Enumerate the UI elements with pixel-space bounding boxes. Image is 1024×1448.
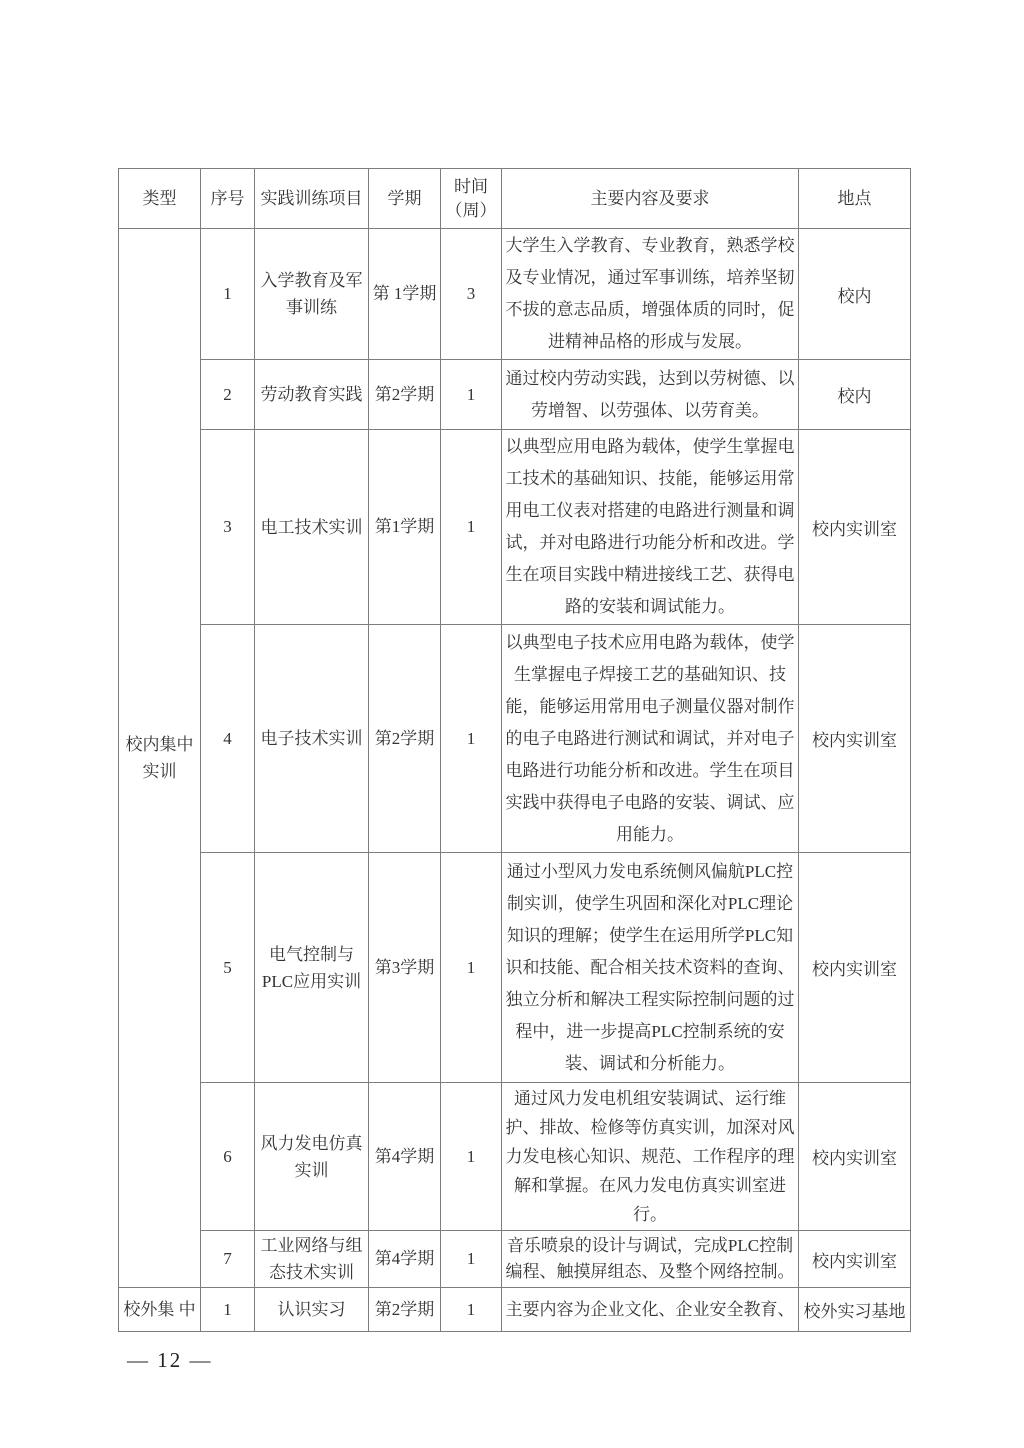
- cell-location: 校内实训室: [799, 625, 911, 853]
- cell-no: 1: [201, 1288, 255, 1332]
- cell-semester: 第1学期: [369, 430, 441, 625]
- cell-content: 通过风力发电机组安装调试、运行维护、排故、检修等仿真实训，加深对风力发电核心知识、规范、工作程序的理解和掌握。在风力发电仿真实训室进行。: [502, 1083, 799, 1231]
- table-row: [119, 625, 911, 853]
- table-row: [119, 1231, 911, 1288]
- cell-semester: 第4学期: [369, 1231, 441, 1288]
- cell-project: 入学教育及军事训练: [255, 229, 369, 360]
- cell-location: 校内实训室: [799, 430, 911, 625]
- cell-location: 校内: [799, 229, 911, 360]
- cell-semester: 第3学期: [369, 853, 441, 1083]
- table-row: [119, 430, 911, 625]
- cell-content: 通过小型风力发电系统侧风偏航PLC控制实训，使学生巩固和深化对PLC理论知识的理解；使学生在运用所学PLC知识和技能、配合相关技术资料的查询、独立分析和解决工程实际控制问题的过程中，进一步提高PLC控制系统的安装、调试和分析能力。: [502, 853, 799, 1083]
- cell-project: 劳动教育实践: [255, 360, 369, 430]
- cell-project: 电子技术实训: [255, 625, 369, 853]
- cell-no: 7: [201, 1231, 255, 1288]
- header-weeks: [441, 169, 502, 229]
- cell-location: 校内: [799, 360, 911, 430]
- cell-semester: 第2学期: [369, 1288, 441, 1332]
- cell-location: 校外实习基地: [799, 1288, 911, 1332]
- cell-type-group-offcampus: 校外集 中: [119, 1288, 201, 1332]
- cell-no: 3: [201, 430, 255, 625]
- header-weeks-line2: （周）: [445, 200, 497, 220]
- cell-project: 认识实习: [255, 1288, 369, 1332]
- cell-no: 2: [201, 360, 255, 430]
- cell-weeks: 1: [441, 1288, 502, 1332]
- header-type: 类型: [119, 169, 201, 229]
- cell-content: 大学生入学教育、专业教育，熟悉学校及专业情况，通过军事训练，培养坚韧不拔的意志品质，增强体质的同时，促进精神品格的形成与发展。: [502, 229, 799, 360]
- cell-location: 校内实训室: [799, 853, 911, 1083]
- cell-weeks: 1: [441, 1083, 502, 1231]
- table-row: [119, 853, 911, 1083]
- cell-project: 工业网络与组态技术实训: [255, 1231, 369, 1288]
- cell-project: 电工技术实训: [255, 430, 369, 625]
- cell-semester: 第2学期: [369, 625, 441, 853]
- table-row: [119, 229, 911, 360]
- table-header-row: [119, 169, 911, 229]
- cell-no: 5: [201, 853, 255, 1083]
- cell-content: 以典型应用电路为载体，使学生掌握电工技术的基础知识、技能，能够运用常用电工仪表对搭建的电路进行测量和调试，并对电路进行功能分析和改进。学生在项目实践中精进接线工艺、获得电路的安装和调试能力。: [502, 430, 799, 625]
- cell-no: 6: [201, 1083, 255, 1231]
- header-project: 实践训练项目: [255, 169, 369, 229]
- header-content: 主要内容及要求: [502, 169, 799, 229]
- training-schedule-table: [118, 168, 911, 1332]
- table-row: [119, 1288, 911, 1332]
- cell-content: 主要内容为企业文化、企业安全教育、: [502, 1288, 799, 1332]
- cell-no: 4: [201, 625, 255, 853]
- cell-project: 风力发电仿真实训: [255, 1083, 369, 1231]
- cell-type-group-oncampus: 校内集中实训: [119, 229, 201, 1288]
- cell-content: 音乐喷泉的设计与调试，完成PLC控制编程、触摸屏组态、及整个网络控制。: [502, 1231, 799, 1288]
- cell-project: 电气控制与PLC应用实训: [255, 853, 369, 1083]
- header-semester: 学期: [369, 169, 441, 229]
- cell-semester: 第4学期: [369, 1083, 441, 1231]
- table-row: [119, 360, 911, 430]
- cell-semester: 第 1学期: [369, 229, 441, 360]
- cell-weeks: 1: [441, 625, 502, 853]
- cell-location: 校内实训室: [799, 1231, 911, 1288]
- page-number: — 12 —: [127, 1348, 213, 1372]
- header-weeks-line1: 时间: [454, 176, 488, 196]
- cell-weeks: 1: [441, 1231, 502, 1288]
- cell-location: 校内实训室: [799, 1083, 911, 1231]
- cell-no: 1: [201, 229, 255, 360]
- cell-content: 通过校内劳动实践，达到以劳树德、以劳增智、以劳强体、以劳育美。: [502, 360, 799, 430]
- cell-semester: 第2学期: [369, 360, 441, 430]
- header-location: 地点: [799, 169, 911, 229]
- cell-weeks: 1: [441, 853, 502, 1083]
- cell-weeks: 1: [441, 430, 502, 625]
- cell-weeks: 3: [441, 229, 502, 360]
- cell-content: 以典型电子技术应用电路为载体，使学生掌握电子焊接工艺的基础知识、技能，能够运用常用电子测量仪器对制作的电子电路进行测试和调试，并对电子电路进行功能分析和改进。学生在项目实践中获得电子电路的安装、调试、应用能力。: [502, 625, 799, 853]
- cell-weeks: 1: [441, 360, 502, 430]
- table-row: [119, 1083, 911, 1231]
- header-no: 序号: [201, 169, 255, 229]
